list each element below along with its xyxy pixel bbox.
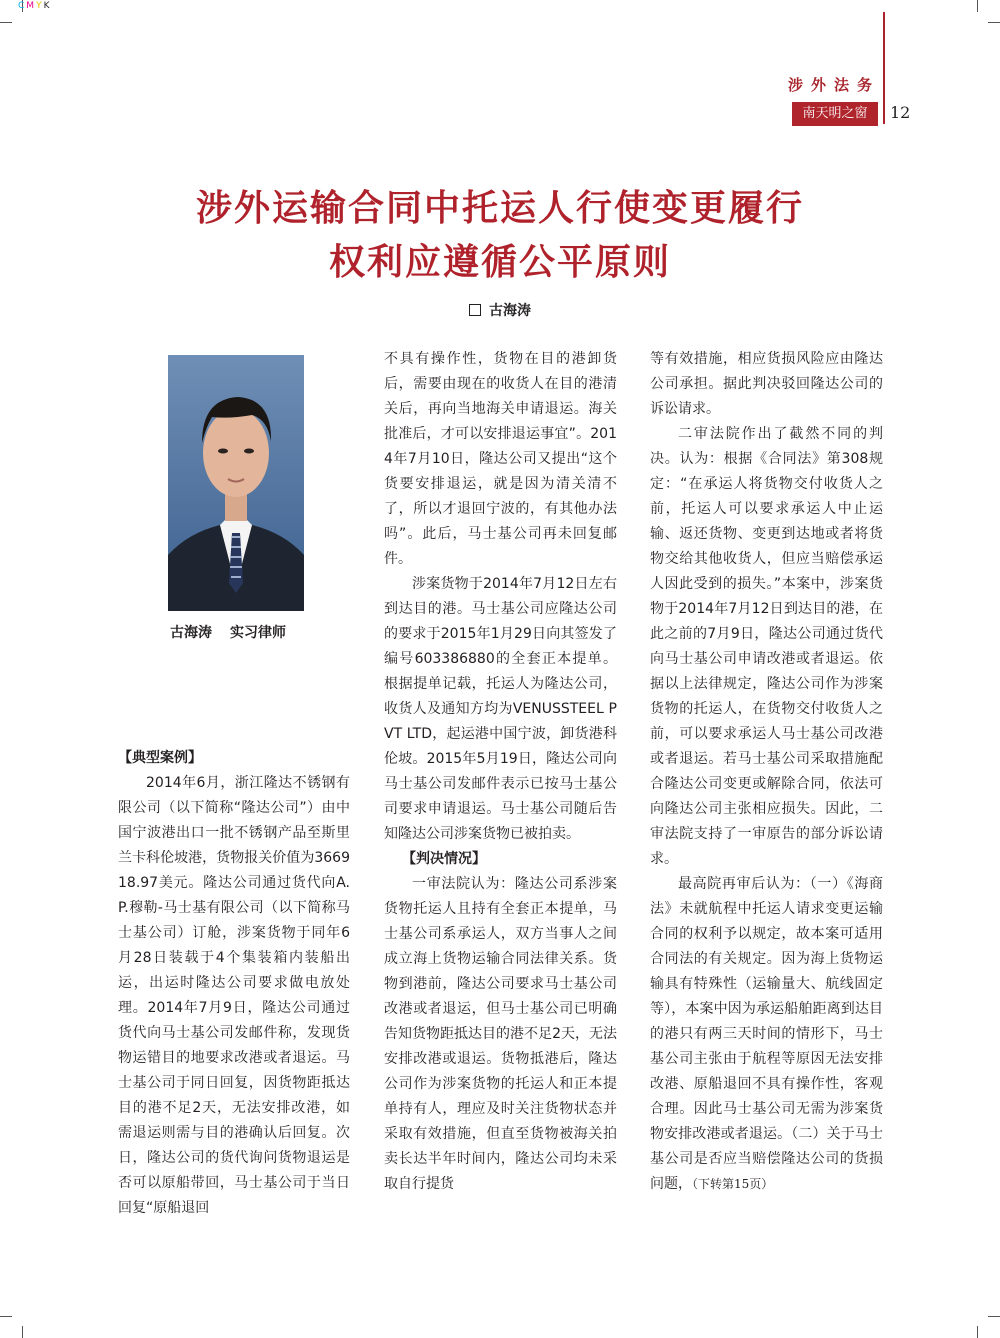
text-column-3	[650, 347, 883, 1197]
title-line-1: 涉外运输合同中托运人行使变更履行	[195, 188, 804, 229]
title-line-2: 权利应遵循公平原则	[328, 242, 671, 283]
crop-mark	[22, 1326, 23, 1338]
author-photo	[168, 355, 304, 611]
text-column-2	[384, 347, 617, 1197]
paragraph: 不具有操作性，货物在目的港卸货后，需要由现在的收货人在目的港清关后，再向当地海关申请退运。海关批准后，才可以安排退运事宜”。2014年7月10日，隆达公司又提出“这个货要安排退运，就是因为清关清不了，所以才退回宁波的，有其他办法吗”。此后，马士基公司再未回复邮件。	[384, 351, 617, 567]
photo-caption	[170, 622, 286, 642]
author-name: 古海涛	[489, 303, 531, 319]
cmyk-k: K	[43, 1, 52, 11]
crop-mark	[977, 0, 978, 12]
author-byline	[0, 300, 1000, 320]
paragraph-text: 最高院再审后认为：（一）《海商法》未就航程中托运人请求变更运输合同的权利予以规定，故本案可适用合同法的有关规定。因为海上货物运输具有特殊性（运输量大、航线固定等），本案中因为承运船舶距离到达目的港只有两三天时间的情形下，马士基公司主张由于航程等原因无法安排改港、原船退回不具有操作性，客观合理。因此马士基公司无需为涉案货物安排改港或者退运。（二）关于马士基公司是否应当赔偿隆达公司的货损问题，	[650, 876, 883, 1192]
paragraph: 2014年6月，浙江隆达不锈钢有限公司（以下简称“隆达公司”）由中国宁波港出口一批不锈钢产品至斯里兰卡科伦坡港，货物报关价值为366918.97美元。隆达公司通过货代向A.P.穆勒-马士基有限公司（以下简称马士基公司）订舱，涉案货物于同年6月28日装载于4个集装箱内装船出运，出运时隆达公司要求做电放处理。2014年7月9日，隆达公司通过货代向马士基公司发邮件称，发现货物运错目的地要求改港或者退运。马士基公司于同日回复，因货物距抵达目的港不足2天，无法安排改港，如需退运则需与目的港确认后回复。次日，隆达公司的货代询问货物退运是否可以原船带回，马士基公司于当日回复“原船退回	[118, 775, 350, 1216]
header-rule	[883, 12, 885, 124]
paragraph: 一审法院认为：隆达公司系涉案货物托运人且持有全套正本提单，马士基公司系承运人，双方当事人之间成立海上货物运输合同法律关系。货物到港前，隆达公司要求马士基公司改港或者退运，但马士基公司已明确告知货物距抵达目的港不足2天，无法安排改港或退运。货物抵港后，隆达公司作为涉案货物的托运人和正本提单持有人，理应及时关注货物状态并采取有效措施，但直至货物被海关拍卖长达半年时间内，隆达公司均未采取自行提货	[384, 876, 617, 1192]
page-number: 12	[890, 103, 911, 122]
section-heading-judgment: 【判决情况】	[402, 851, 486, 867]
cmyk-c: C	[18, 1, 27, 11]
cmyk-registration-mark	[18, 1, 51, 11]
column-name: 南天明之窗	[792, 102, 878, 126]
section-title: 涉外法务	[787, 76, 880, 94]
crop-mark	[988, 22, 1000, 23]
paragraph: 二审法院作出了截然不同的判决。认为：根据《合同法》第308规定：“在承运人将货物交付收货人之前，托运人可以要求承运人中止运输、返还货物、变更到达地或者将货物交给其他收货人，但应当赔偿承运人因此受到的损失。”本案中，涉案货物于2014年7月12日到达目的港，在此之前的7月9日，隆达公司通过货代向马士基公司申请改港或者退运。依据以上法律规定，隆达公司作为涉案货物的托运人，在货物交付收货人之前，可以要求承运人马士基公司改港或者退运。若马士基公司采取措施配合隆达公司变更或解除合同，依法可向隆达公司主张相应损失。因此，二审法院支持了一审原告的部分诉讼请求。	[650, 426, 883, 867]
text-column-1	[118, 746, 350, 1221]
paragraph-last	[650, 872, 883, 1197]
article-title	[0, 182, 1000, 290]
crop-mark	[977, 1326, 978, 1338]
cmyk-m: M	[26, 1, 37, 11]
paragraph: 等有效措施，相应货损风险应由隆达公司承担。据此判决驳回隆达公司的诉讼请求。	[650, 351, 883, 417]
crop-mark	[0, 1316, 12, 1317]
crop-mark	[988, 1316, 1000, 1317]
portrait-illustration	[168, 355, 304, 611]
cmyk-y: Y	[36, 1, 44, 11]
continued-note: （下转第15页）	[692, 1177, 774, 1191]
section-heading-case: 【典型案例】	[118, 750, 202, 766]
caption-role: 实习律师	[230, 625, 286, 641]
caption-name: 古海涛	[170, 625, 212, 641]
paragraph: 涉案货物于2014年7月12日左右到达目的港。马士基公司应隆达公司的要求于2015年1月29日向其签发了编号603386880的全套正本提单。根据提单记载，托运人为隆达公司，收货人及通知方均为VENUSSTEEL PVT LTD，起运港中国宁波，卸货港科伦坡。2015年5月19日，隆达公司向马士基公司发邮件表示已按马士基公司要求申请退运。马士基公司随后告知隆达公司涉案货物已被拍卖。	[384, 576, 617, 842]
crop-mark	[0, 22, 12, 23]
square-icon	[469, 304, 481, 316]
